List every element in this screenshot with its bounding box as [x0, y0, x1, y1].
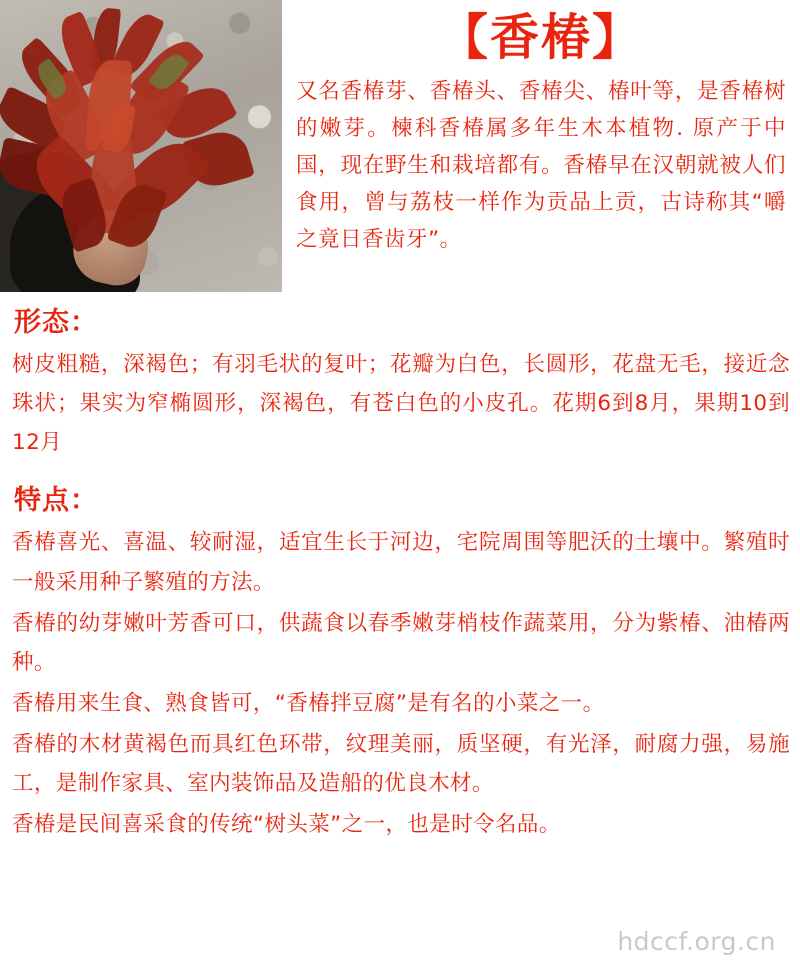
header-section [0, 0, 800, 292]
page-title: 【香椿】 [438, 9, 643, 66]
section-features-paragraph-2: 香椿的幼芽嫩叶芳香可口，供蔬食以春季嫩芽梢枝作蔬菜用，分为紫椿、油椿两种。 [12, 610, 790, 675]
section-features-paragraph-1: 香椿喜光、喜温、较耐湿，适宜生长于河边，宅院周围等肥沃的土壤中。繁殖时一般采用种子繁殖的方法。 [12, 530, 790, 595]
section-morphology [0, 300, 800, 462]
intro-paragraph: 又名香椿芽、香椿头、香椿尖、椿叶等，是香椿树的嫩芽。楝科香椿属多年生木本植物. 原产于中国，现在野生和栽培都有。香椿早在汉朝就被人们食用，曾与荔枝一样作为贡品上贡，古诗称其“嚼之竟日香齿牙”。 [296, 79, 786, 253]
section-features-paragraph-4: 香椿的木材黄褐色而具红色环带，纹理美丽，质坚硬，有光泽，耐腐力强，易施工，是制作家具、室内装饰品及造船的优良木材。 [12, 732, 790, 797]
section-morphology-paragraph-1: 树皮粗糙，深褐色；有羽毛状的复叶；花瓣为白色，长圆形，花盘无毛，接近念珠状；果实为窄椭圆形，深褐色，有苍白色的小皮孔。花期6到8月，果期10到12月 [12, 352, 790, 456]
section-features-paragraph-3: 香椿用来生食、熟食皆可，“香椿拌豆腐”是有名的小菜之一。 [12, 690, 605, 716]
section-morphology-heading: 形态： [14, 307, 98, 338]
intro-block [282, 0, 800, 259]
section-features-paragraph-5: 香椿是民间喜采食的传统“树头菜”之一，也是时令名品。 [12, 812, 561, 838]
watermark: hdccf.org.cn [617, 927, 776, 956]
toon-sprout-photo [0, 0, 282, 292]
section-features [0, 478, 800, 844]
sprout-bundle [6, 8, 274, 258]
section-features-heading: 特点： [14, 485, 98, 517]
